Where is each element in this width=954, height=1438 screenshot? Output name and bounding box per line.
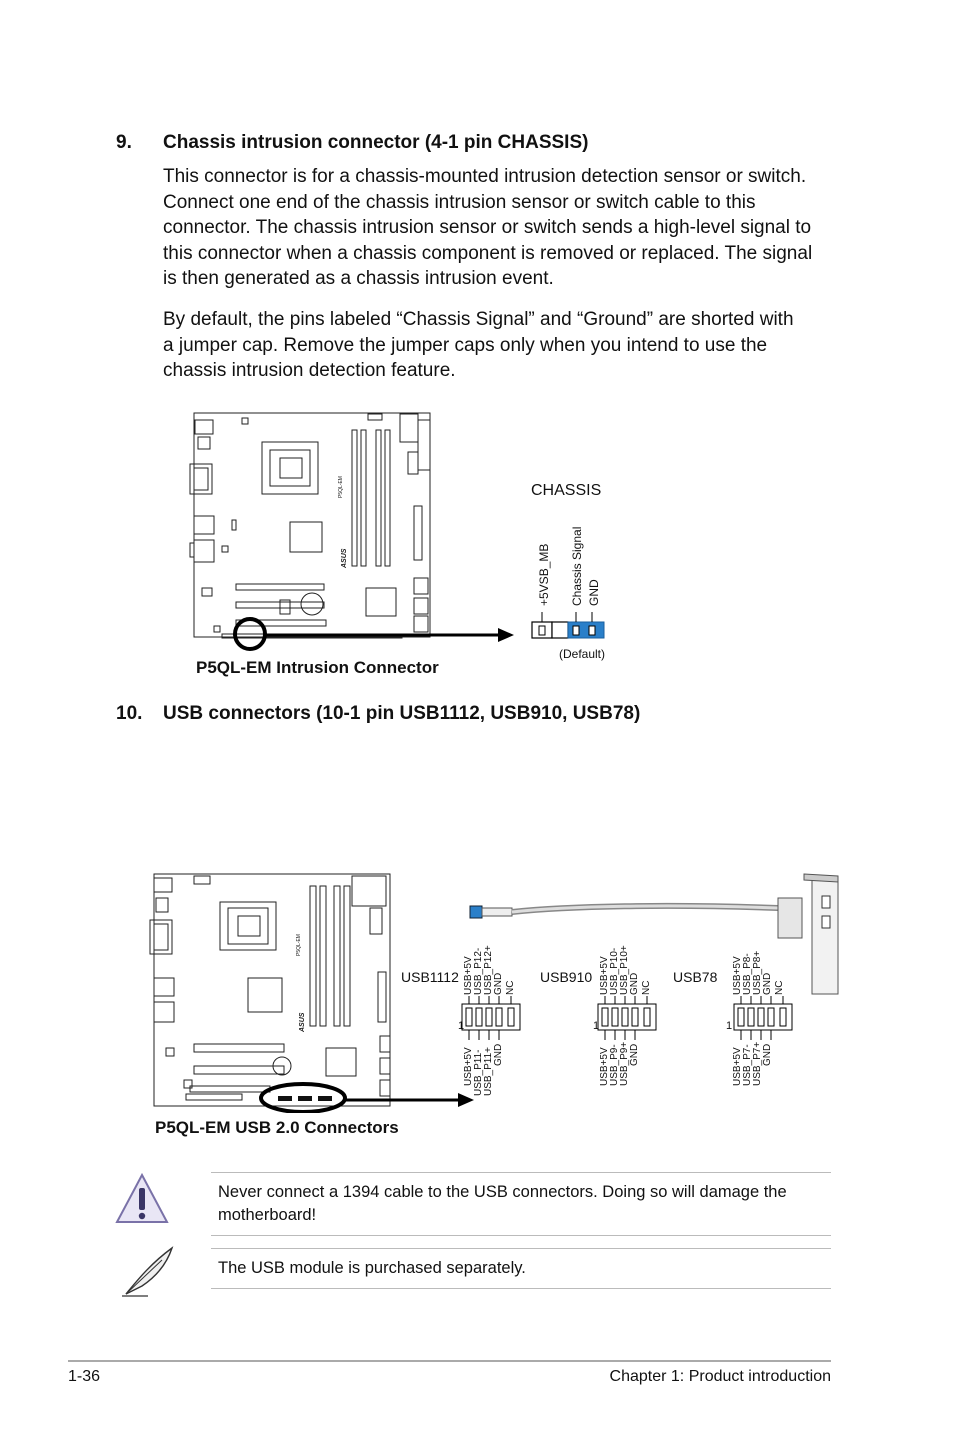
warning-text: Never connect a 1394 cable to the USB connectors. Doing so will damage the motherboard! xyxy=(218,1183,787,1224)
usb-board-model-text: P5QL-EM xyxy=(296,934,302,956)
usb-header-pins xyxy=(466,1008,786,1026)
chassis-connector-label: CHASSIS xyxy=(531,482,602,499)
usb1112-top-pin: GND xyxy=(493,972,504,995)
usb910-bottom-pin: GND xyxy=(629,1043,640,1066)
usb78-bottom-pin: USB_P7+ xyxy=(752,1041,763,1086)
usb910-top-pin: GND xyxy=(629,972,640,995)
chassis-figure xyxy=(186,406,626,656)
chapter-title: Chapter 1: Product introduction xyxy=(609,1368,831,1385)
usb1112-bottom-pin: USB+5V xyxy=(463,1047,474,1086)
usb-figure-caption: P5QL-EM USB 2.0 Connectors xyxy=(155,1118,399,1137)
usb910-top-pin: NC xyxy=(641,980,652,995)
usb1112-bottom-pin: USB_P11- xyxy=(473,1049,484,1096)
usb-pointer-arrowhead xyxy=(458,1093,474,1107)
usb910-pin-one: 1 xyxy=(593,1020,600,1032)
usb-brand-logo: ASUS xyxy=(299,1012,306,1032)
usb1112-pin-one: 1 xyxy=(458,1020,465,1032)
usb78-top-pin: USB+5V xyxy=(732,956,743,995)
chassis-connector xyxy=(532,612,604,638)
footer-rule xyxy=(68,1360,831,1362)
quill-note-icon xyxy=(118,1242,178,1298)
section-10-title: USB connectors (10-1 pin USB1112, USB910, USB78) xyxy=(163,703,641,724)
usb1112-label: USB1112 xyxy=(401,969,459,985)
usb78-top-pin: USB_P8+ xyxy=(752,950,763,995)
info-rule-top xyxy=(211,1248,831,1249)
brand-logo: ASUS xyxy=(341,548,348,568)
usb1112-bottom-pin: USB_P11+ xyxy=(483,1046,494,1096)
pin-label-5vsb: +5VSB_MB xyxy=(537,543,551,606)
usb78-label: USB78 xyxy=(673,969,718,985)
usb1112-top-pin: USB_P12+ xyxy=(483,945,494,995)
usb1112-bottom-pin: GND xyxy=(493,1043,504,1066)
motherboard-diagram xyxy=(190,413,430,638)
usb910-bottom-pin: USB+5V xyxy=(599,1047,610,1086)
usb78-bottom-pin: USB+5V xyxy=(732,1047,743,1086)
warning-icon xyxy=(114,1172,170,1226)
usb1112-top-pin: USB_P12- xyxy=(473,947,484,995)
usb910-top-pin: USB_P10- xyxy=(609,947,620,995)
board-model-text: P5QL-EM xyxy=(338,476,344,498)
usb78-top-pin: NC xyxy=(774,980,785,995)
usb78-bottom-pin: GND xyxy=(762,1043,773,1066)
chassis-figure-caption: P5QL-EM Intrusion Connector xyxy=(196,658,439,677)
usb910-bottom-pin: USB_P9+ xyxy=(619,1041,630,1086)
section-9-number: 9. xyxy=(116,132,132,153)
section-9-paragraph-2: By default, the pins labeled “Chassis Signal” and “Ground” are shorted with a jumper cap. Remove the jumper caps only when you intend to use the chassis intrusion detection feature. xyxy=(163,309,794,382)
usb78-top-pin: GND xyxy=(762,972,773,995)
section-10-number: 10. xyxy=(116,703,143,724)
usb910-bottom-pin: USB_P9- xyxy=(609,1044,620,1086)
usb78-top-pin: USB_P8- xyxy=(742,953,753,995)
board-usb-headers xyxy=(278,1096,332,1101)
pointer-arrowhead xyxy=(498,628,514,642)
info-rule-bottom xyxy=(211,1288,831,1289)
usb910-label: USB910 xyxy=(540,969,593,985)
page-number: 1-36 xyxy=(68,1368,101,1385)
usb1112-top-pin: NC xyxy=(505,980,516,995)
motherboard-diagram-usb xyxy=(150,874,390,1106)
section-9-title: Chassis intrusion connector (4-1 pin CHASSIS) xyxy=(163,132,589,153)
usb910-top-pin: USB+5V xyxy=(599,956,610,995)
usb910-top-pin: USB_P10+ xyxy=(619,945,630,995)
info-text: The USB module is purchased separately. xyxy=(218,1259,526,1277)
section-9-paragraph-1: This connector is for a chassis-mounted intrusion detection sensor or switch. Connect one end of the chassis intrusion sensor or switch cable to this connector. The chassis intrusion sensor or switch sends a high-level signal to this connector when a chassis component is removed or replaced. The signal is then generated as a chassis intrusion event. xyxy=(163,166,813,290)
usb1112-top-pin: USB+5V xyxy=(463,956,474,995)
usb78-bottom-pin: USB_P7- xyxy=(742,1044,753,1086)
warning-rule-top xyxy=(211,1172,831,1173)
pin-label-chassis-signal: Chassis Signal xyxy=(570,526,584,606)
pin-label-gnd: GND xyxy=(587,579,601,606)
warning-rule-bottom xyxy=(211,1235,831,1236)
default-note: (Default) xyxy=(559,647,606,661)
usb-bracket-cable xyxy=(470,874,838,994)
usb78-pin-one: 1 xyxy=(726,1020,733,1032)
